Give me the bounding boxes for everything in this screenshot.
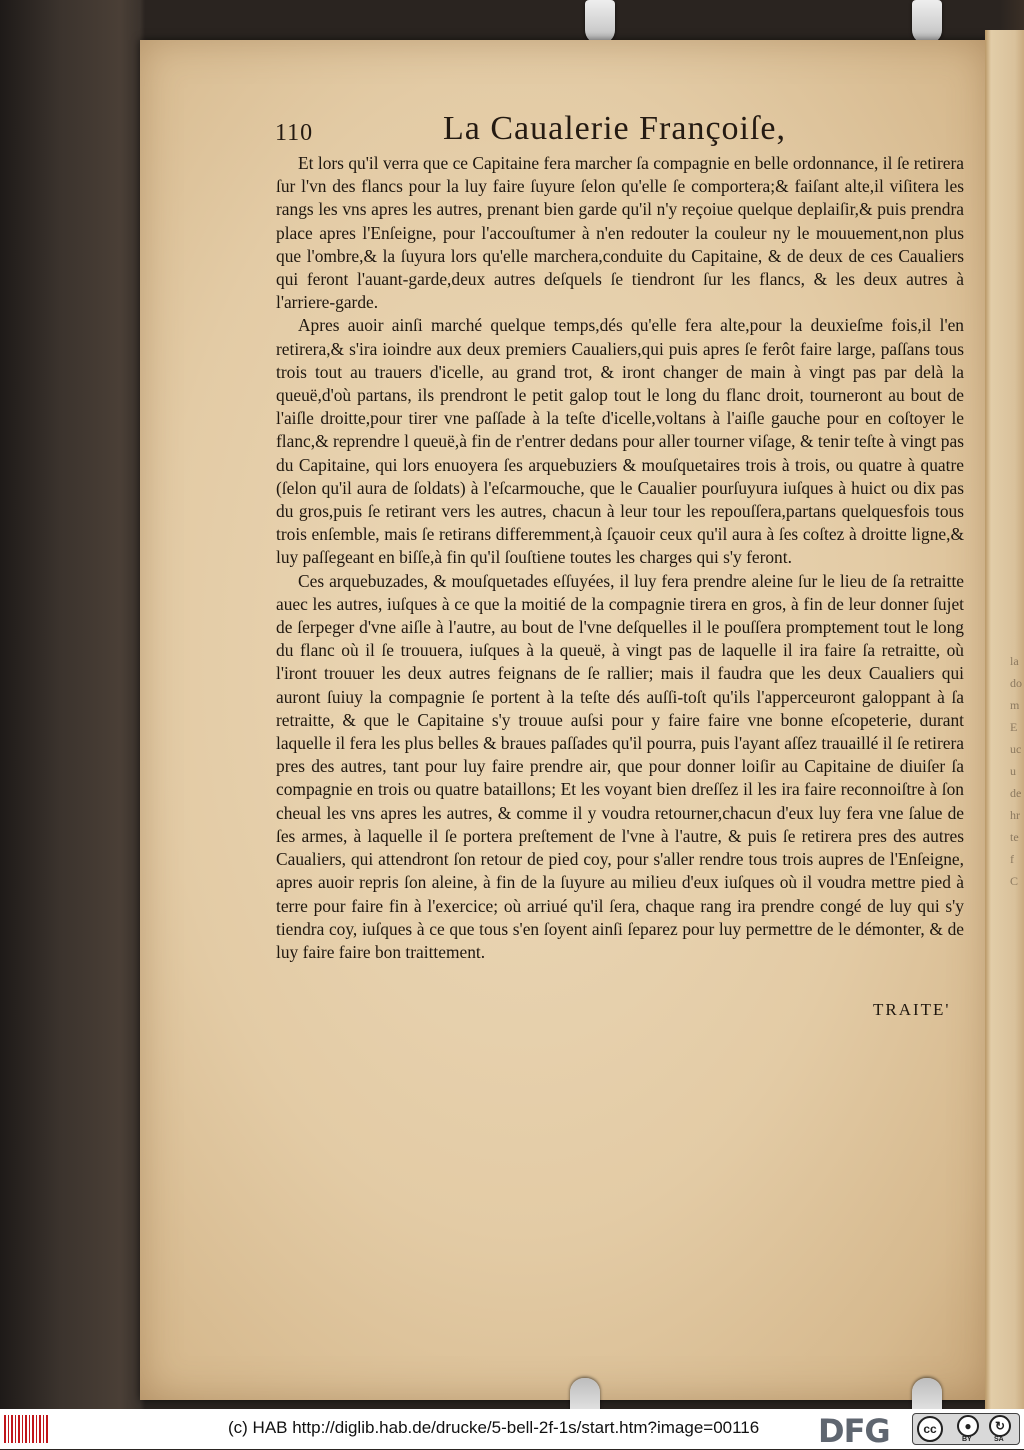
share-alike-icon: ↻ — [989, 1415, 1011, 1437]
binder-clip — [570, 1378, 600, 1409]
binder-clip — [585, 0, 615, 44]
margin-fragment: te — [1010, 830, 1019, 844]
margin-fragment: hr — [1010, 808, 1020, 822]
paragraph: Ces arquebuzades, & mouſquetades eſſuyées, il luy fera prendre aleine ſur le lieu de ſa retraitte auec les autres, iuſques à ce que la moitié de la compagnie tirera en gros, à fin de leur donner ſujet de ſerpeger d'vne aiſle à l'autre, au bout de l'vne deſquelles il le pouſſera promptement tout le long du flanc où il ſe trouuera, iuſques à la queuë, à vingt pas de laquelle il ira faire ſa retraitte, où l'iront trouuer les deux autres feignans de ſe rallier; mais il faudra que les deux Caualiers qui auront ſuiuy la compagnie ſe portent à la teſte dés auſſi-toſt qu'ils l'apperceuront galoppant à ſa retraitte, & que le Capitaine s'y trouue auſsi pour y faire faire vne bonne eſcopeterie, durant laquelle il fera les plus belles & braues paſſades qu'il pourra, puis l'ayant aſſez trauaillé il ſe retirera pres des autres, tant pour luy faire prendre air, que pour donner loiſir au Capitaine de diuiſer ſa compagnie en trois ou quatre bataillons; Et les voyant bien dreſſez il les ira faire reconnoiſtre à ſon cheual les vns apres les autres, & comme il y voudra retourner,chacun d'eux luy fera vne ſalue de ſes armes, à laquelle il ſe portera preſtement de l'vne à l'autre, & puis ſe retirera pres des autres Caualiers, qui attendront ſon retour de pied coy, pour s'aller rendre tous trois aupres de l'Enſeigne, apres auoir repris ſon aleine, à fin de la ſuyure au milieu d'eux iuſques où il voudra mettre pied à terre pour faire fin à l'exercice; où arriué qu'il ſera, chaque rang ira prendre congé de luy qui s'y tiendra coy, iuſques à ce que tous s'en ſoyent ainſi ſeparez pour luy permettre de le démonter, & de luy faire faire bon traittement. — [276, 570, 964, 962]
barcode-logo — [4, 1415, 48, 1443]
margin-fragment: f — [1010, 852, 1014, 866]
margin-fragment: u — [1010, 764, 1016, 778]
margin-fragment: C — [1010, 874, 1019, 888]
dfg-logo: DFG — [818, 1412, 890, 1450]
attribution-icon: ● — [957, 1415, 979, 1437]
page-header — [275, 110, 975, 150]
paragraph: Apres auoir ainſi marché quelque temps,dés qu'elle fera alte,pour la deuxieſme fois,il l'en retirera,& s'ira ioindre aux deux premiers Caualiers,qui puis apres ſe ferôt faire large, paſſans tous trois tout au trauers d'icelle, au grand trot, & iront changer de main à vingt pas par delà la queuë,d'où partans, ils prendront le petit galop tout le long du flanc droit, tourneront au bout de l'aiſle droitte,pour tirer vne paſſade à la teſte d'icelle,voltans à l'aiſle gauche pour en coſtoyer le flanc,& reprendre l queuë,à fin de r'entrer dedans pour aller tourner viſage, & tenir teſte à vingt pas du Capitaine, qui lors enuoyera ſes arquebuziers & mouſquetaires trois à trois, ou quatre à quatre (ſelon qu'il aura de ſoldats) à l'eſcarmouche, que le Caualier pourſuyura iuſques à huict ou dix pas du gros,puis ſe retirant vers les autres, chacun à leur tour les repouſſera,partans quelquesfois tous trois enſemble, mais ſe retirans differemment,à ſçauoir ceux qu'il aura à ſes coſtez à droitte ligne,& luy paſſegeant en biſſe,à fin qu'il ſouſtiene toutes les charges qui s'y feront. — [276, 315, 964, 568]
facing-page-margin-fragments — [1010, 650, 1024, 892]
cc-license-badge[interactable] — [912, 1413, 1020, 1445]
binder-clip — [912, 1378, 942, 1409]
margin-fragment: uc — [1010, 742, 1022, 756]
body-text — [276, 152, 964, 964]
by-label: BY — [962, 1436, 972, 1443]
viewer-footer — [0, 1409, 1024, 1449]
running-title: La Caualerie Françoiſe, — [443, 110, 787, 147]
page-number: 110 — [275, 120, 314, 146]
margin-fragment: de — [1010, 786, 1022, 800]
margin-fragment: la — [1010, 654, 1019, 668]
catchword: TRAITE' — [873, 1000, 951, 1019]
margin-fragment: do — [1010, 676, 1022, 690]
source-credit-link[interactable]: (c) HAB http://diglib.hab.de/drucke/5-bell-2f-1s/start.htm?image=00116 — [228, 1418, 760, 1437]
margin-fragment: m — [1010, 698, 1020, 712]
cc-icon: cc — [917, 1416, 943, 1442]
binder-clip — [912, 0, 942, 44]
paragraph: Et lors qu'il verra que ce Capitaine fera marcher ſa compagnie en belle ordonnance, il ſe retirera ſur l'vn des flancs pour la luy faire ſuyure ſelon qu'elle ſe comportera;& faiſant alte,il viſitera les rangs les vns apres les autres, prenant bien garde qu'il n'y reçoiue quelque deplaiſir,& puis prendra place apres l'Enſeigne, pour l'accouſtumer à n'en redouter la couleur ny le mouuement,non plus que l'ombre,& la ſuyura lors qu'elle marchera,conduite du Capitaine, & de deux de ces Caualiers qui feront l'auant-garde,deux autres deſquels ſe tiendront ſur les flancs, & les deux autres à l'arriere-garde. — [276, 153, 964, 313]
sa-label: SA — [994, 1436, 1004, 1443]
margin-fragment: E — [1010, 720, 1018, 734]
